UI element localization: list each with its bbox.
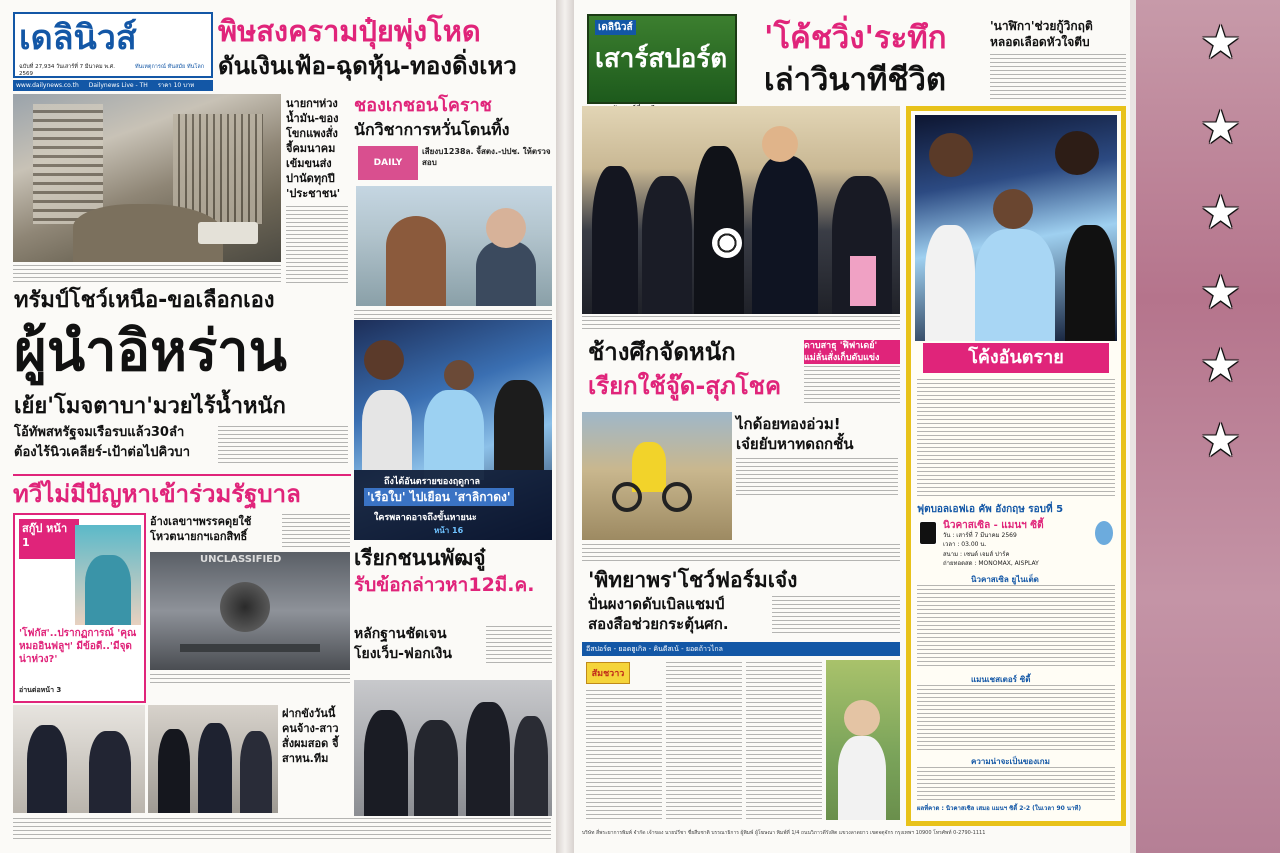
boxing-headline-1[interactable]: ช้างศึกจัดหนัก	[588, 338, 736, 366]
evidence-text	[486, 626, 552, 666]
newcastle-crest-icon	[919, 521, 937, 545]
korat-headline-2[interactable]: นักวิชาการหวั่นโดนทิ้ง	[354, 120, 510, 139]
evidence-headline-1[interactable]: หลักฐานชัดเจน	[354, 626, 447, 642]
korat-headline-1[interactable]: ชองเกชอนโคราช	[354, 95, 492, 116]
main-headline-1[interactable]: ทรัมป์โชว์เหนือ-ขอเลือกเอง	[14, 288, 275, 313]
golf-text	[772, 596, 900, 636]
social-link[interactable]: Dailynews Live - TH	[88, 82, 148, 89]
unclassified-caption	[150, 674, 350, 684]
sport-top-headline-2[interactable]: เล่าวินาทีชีวิต	[764, 62, 947, 98]
bottom-side-story[interactable]: ฝากขังวันนี้ คนจ้าง-สาว สั่งผมสอด จี้สาหน.ทีม	[282, 707, 339, 765]
unclassified-label: UNCLASSIFIED	[200, 554, 282, 565]
ceremony-sport-caption	[582, 316, 900, 332]
city-text	[917, 685, 1115, 751]
star-icon: ★	[1200, 338, 1242, 392]
tv-label: สัมชวาว	[586, 662, 630, 684]
evidence-headline-2[interactable]: โยงเว็บ-ฟอกเงิน	[354, 646, 452, 662]
star-icon: ★	[1200, 265, 1242, 319]
sport-masthead-small: เดลินิวส์	[595, 20, 636, 35]
feature-title[interactable]: โค้งอันตราย	[923, 343, 1109, 373]
ceremony-sport-photo	[582, 106, 900, 314]
football-promo-2: 'เรือใบ' ไปเยือน 'สาลิกาดง'	[364, 488, 514, 506]
masthead-box	[13, 12, 213, 78]
newcastle-text	[917, 585, 1115, 669]
top-headline-line2[interactable]: ดันเงินเฟ้อ-ฉุดหุ้น-ทองดิ่งเหว	[218, 52, 517, 80]
unclassified-photo	[150, 552, 350, 670]
main-headline-3[interactable]: เย้ย'โมจตาบา'มวยไร้น้ำหนัก	[14, 394, 286, 419]
football-promo-box	[354, 470, 552, 540]
korat-sub: เสียงบ1238ล. จี้สตง.-ปปช. ให้ตรวจสอบ	[422, 147, 551, 167]
website-link[interactable]: www.dailynews.co.th	[16, 82, 79, 89]
party-headline[interactable]: อ้างเลขาฯพรรคดุยใช้ โหวตนายกฯเอกสิทธิ์	[150, 515, 252, 543]
page-gutter	[556, 0, 574, 853]
golf-headline-1[interactable]: 'พิทยาพร'โชว์ฟอร์มเจ๋ง	[588, 568, 798, 592]
star-icon: ★	[1200, 185, 1242, 239]
sport-top-side-1[interactable]: 'นาฬิกา'ช่วยกู้วิกฤติ	[990, 19, 1093, 33]
golfer-photo	[826, 660, 900, 820]
boxing-side-text	[804, 366, 900, 406]
football-promo-3: ใครพลาดอาจถึงขั้นหายนะ	[374, 513, 477, 523]
tv-listing-1	[586, 690, 662, 820]
bike-headline-1[interactable]: ไกด้อยทองอ่วม!	[736, 415, 841, 433]
golf-headline-3[interactable]: สองสือช่วยกระตุ้นศก.	[588, 615, 729, 633]
fixture-tv: ถ่ายทอดสด : MONOMAX, AISPLAY	[943, 560, 1039, 567]
sport-masthead	[587, 14, 737, 104]
sport-masthead-title: เสาร์สปอร์ต	[595, 44, 728, 74]
officials-photo-2	[148, 705, 278, 813]
scoop-box[interactable]	[13, 513, 146, 703]
newspaper-logo: เดลินิวส์	[19, 18, 137, 58]
feature-text	[917, 379, 1115, 499]
man-city-crest-icon	[1095, 521, 1113, 545]
scoop-photo	[75, 525, 141, 625]
football-promo-page[interactable]: หน้า 16	[434, 526, 464, 535]
main-sub-1: โอ้ทัพสหรัฐจมเรือรบแล้ว30ลำ	[14, 425, 185, 440]
redshirt-headline-2[interactable]: รับข้อกล่าวหา12มี.ค.	[354, 574, 535, 596]
form-text	[917, 767, 1115, 801]
section-form: ความน่าจะเป็นของเกม	[971, 757, 1050, 766]
issue-line: ฉบับที่ 27,934 วันเสาร์ที่ 7 มีนาคม พ.ศ. 2569	[19, 64, 115, 77]
fixture-date: วัน : เสาร์ที่ 7 มีนาคม 2569	[943, 532, 1017, 539]
sport-footer: บริษัท สี่พระยาการพิมพ์ จำกัด เจ้าของ นายปรีชา ชื่ยสืบชาติ บรรณาธิการ ผู้พิมพ์ ผู้โฆษณา พิมพ์ที่ 1/4 ถนนวิภาวดีรังสิต แขวงลาดยาว เขตจตุจักร กรุงเทพฯ 10900 โทรศัพท์ 0-2790-1111	[582, 830, 986, 836]
section-city: แมนเชสเตอร์ ซิตี้	[971, 675, 1031, 684]
fixture-match: นิวคาสเซิล - แมนฯ ซิตี้	[943, 520, 1044, 531]
feature-photo[interactable]	[915, 115, 1117, 341]
scoop-more[interactable]: อ่านต่อหน้า 3	[19, 686, 62, 694]
front-page	[0, 0, 556, 853]
tv-listing-2	[666, 662, 742, 820]
main-headline-2[interactable]: ผู้นำอิหร่าน	[14, 319, 287, 384]
top-headline-line1[interactable]: พิษสงครามปุ๋ยพุ่งโหด	[218, 14, 481, 48]
scoop-tagline: 'โฟกัส'..ปรากฏการณ์ 'คุณหมออินฟลูฯ' มีข้อดี..'มีจุดน่าห่วง?'	[19, 628, 137, 665]
rubble-photo	[13, 94, 281, 262]
bike-headline-2[interactable]: เจ๋ยยับหาทดถกชั้น	[736, 435, 854, 453]
main-sub-2: ต้องไร้นิวเคลียร์-เป้าต่อไปคิวบา	[14, 445, 190, 460]
tv-bar: อีสปอร์ต - ยอดฮูเกิล - คินดีสเน้ - ยอดถ้าวไกล	[582, 642, 900, 656]
star-icon: ★	[1200, 15, 1242, 69]
star-icon: ★	[1200, 413, 1242, 467]
slogan: ทันเหตุการณ์ ทันสมัย ทันโลก	[135, 64, 205, 70]
section-newcastle: นิวคาสเซิล ยูไนเต็ด	[971, 575, 1039, 584]
party-text	[282, 514, 350, 550]
main-story-text	[218, 426, 348, 466]
sport-top-side-2[interactable]: หลอดเลือดหัวใจตีบ	[990, 35, 1090, 49]
bike-text	[736, 458, 898, 498]
govt-headline[interactable]: ทวีไม่มีปัญหาเข้าร่วมรัฐบาล	[13, 480, 301, 508]
rubble-caption	[13, 265, 281, 283]
bike-caption	[582, 544, 900, 564]
football-promo-1: ถึงได้อันตรายของฤดูกาล	[384, 477, 481, 487]
boxing-side-1[interactable]: ดาบสาธุ 'ฟิฟาเดย์'	[804, 340, 900, 352]
bottom-caption	[13, 818, 551, 840]
fixture-title: ฟุตบอลเอฟเอ คัพ อังกฤษ รอบที่ 5	[917, 504, 1064, 515]
feature-frame	[906, 106, 1126, 826]
sport-top-headline-1[interactable]: 'โค้ชวิ่ง'ระทึก	[764, 20, 947, 56]
ceremony-photo	[354, 680, 552, 816]
fixture-venue: สนาม : เซนต์ เจมส์ ปาร์ค	[943, 551, 1010, 558]
govt-headline-box	[13, 474, 351, 510]
mountain-bike-photo	[582, 412, 732, 540]
golf-headline-2[interactable]: ปั่นผงาดดับเบิลแชมป์	[588, 595, 725, 613]
redshirt-headline-1[interactable]: เรียกชนนพัฒจู๋	[354, 546, 486, 570]
prediction: ผลที่คาด : นิวคาสเซิล เสมอ แมนฯ ซิตี้ 2-2 (ในเวลา 90 นาที)	[917, 805, 1082, 812]
korat-badge: DAILY	[358, 146, 418, 180]
price: ราคา 10 บาท	[157, 82, 195, 89]
scoop-title: สกู๊ป หน้า 1	[19, 519, 79, 559]
boxing-side-2[interactable]: แม่ลั่นสั่งเก็บดับแข่ง	[804, 352, 900, 364]
masthead-info-bar	[13, 80, 213, 91]
korat-photo	[356, 186, 552, 306]
star-icon: ★	[1200, 100, 1242, 154]
boxing-headline-2[interactable]: เรียกใช้จู๊ด-สุภโชค	[588, 372, 782, 400]
tv-listing-3	[746, 662, 822, 820]
officials-photo-1	[13, 705, 145, 813]
pm-side-text	[286, 206, 348, 286]
sport-top-side-text	[990, 54, 1126, 102]
fixture-time: เวลา : 03.00 น.	[943, 541, 987, 548]
pm-side-story[interactable]: นายกฯห่วง น้ำมัน-ของ โขกแพงสั่ง จี้คมนาคม เข้มขนส่ง ปานัดทุกปี 'ประชาชน'	[286, 97, 341, 200]
sport-page	[574, 0, 1130, 853]
